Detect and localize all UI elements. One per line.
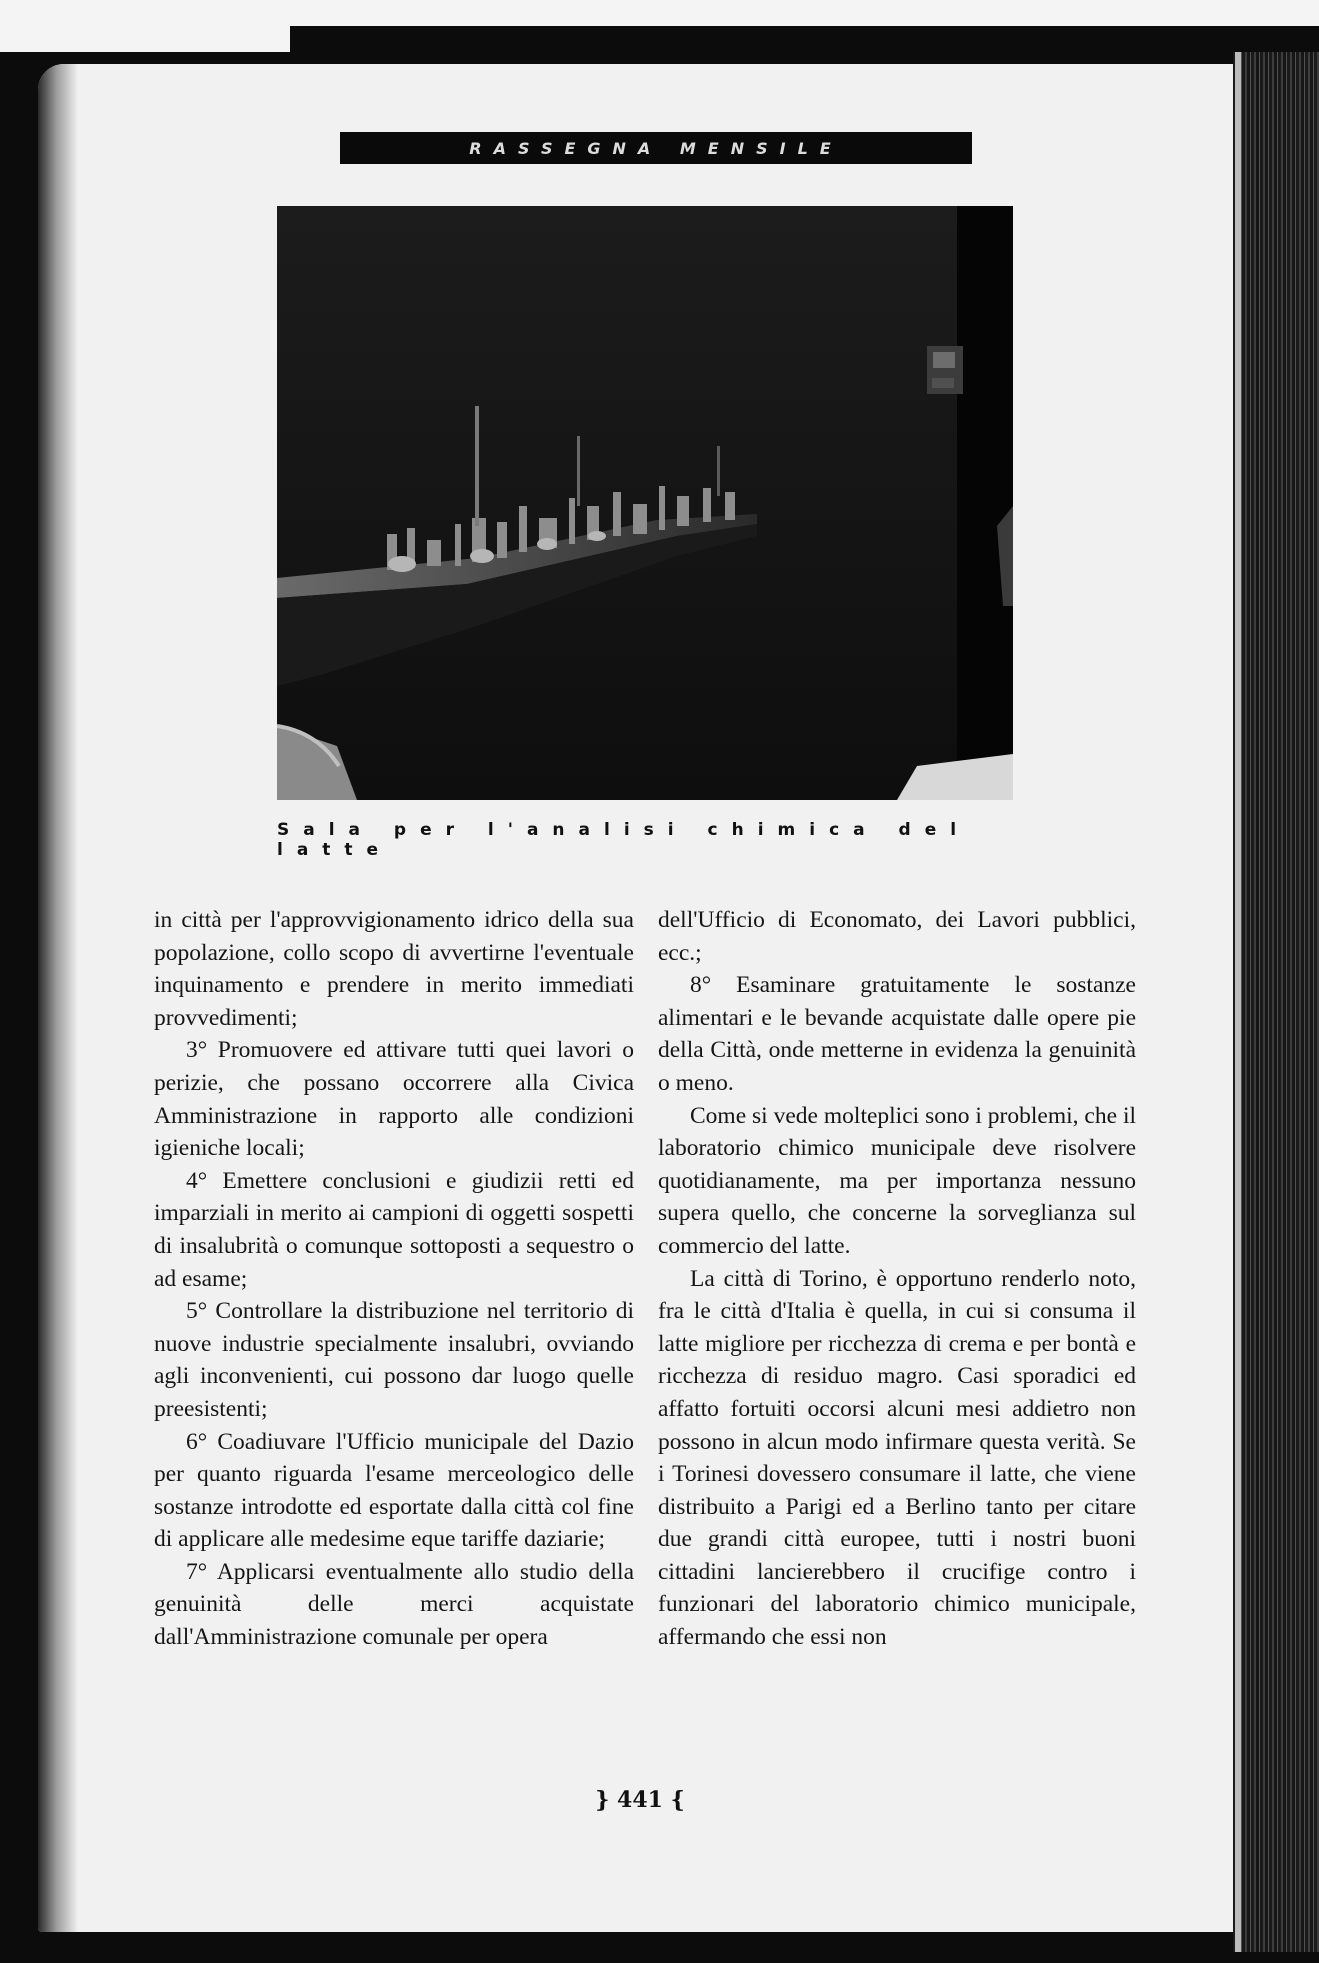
scan-margin-top xyxy=(290,0,1319,26)
paragraph: 4° Emettere conclusioni e giudizii retti ed imparziali in merito ai campioni di oggetti sospetti di insalubrità o comunque sottoposti a sequestro o ad esame; xyxy=(154,1167,634,1292)
paragraph: 8° Esaminare gratuitamente le sostanze alimentari e le bevande acquistate dalle opere pie della Città, onde metterne in evidenza la genuinità o meno. xyxy=(658,972,1136,1096)
book-page-edges xyxy=(1233,52,1319,1952)
scan-margin xyxy=(0,0,290,52)
book-edge-highlight xyxy=(1235,52,1241,1952)
paragraph: dell'Ufficio di Economato, dei Lavori pubblici, ecc.; xyxy=(658,907,1136,966)
running-header-title: RASSEGNA MENSILE xyxy=(469,138,843,158)
laboratory-photo-image xyxy=(277,206,1013,800)
paragraph: 5° Controllare la distribuzione nel territorio di nuove industrie specialmente insalubri, ovviando agli inconvenienti, cui possono dar luogo quelle preesistenti; xyxy=(154,1298,634,1422)
page-gutter-shadow xyxy=(38,64,78,1932)
running-header xyxy=(340,132,972,164)
paragraph: 7° Applicarsi eventualmente allo studio della genuinità delle merci acquistate dall'Amministrazione comunale per opera xyxy=(154,1558,634,1651)
figure-caption: Sala per l'analisi chimica del latte xyxy=(277,820,971,860)
paragraph: in città per l'approvvigionamento idrico della sua popolazione, collo scopo di avvertirne l'eventuale inquinamento e prendere in merito immediati provvedimenti; xyxy=(154,907,634,1031)
left-column xyxy=(154,904,634,1654)
paragraph: Come si vede molteplici sono i problemi, che il laboratorio chimico municipale deve risolvere quotidianamente, ma per importanza nessuno supera quello, che concerne la sorveglianza sul commercio del latte. xyxy=(658,1102,1136,1259)
paragraph: La città di Torino, è opportuno renderlo noto, fra le città d'Italia è quella, in cui si consuma il latte migliore per ricchezza di crema e per bontà e ricchezza di residuo magro. Casi sporadici ed affatto fortuiti occorsi alcuni mesi addietro non possono in alcun modo infirmare questa verità. Se i Torinesi dovessero consumare il latte, che viene distribuito a Parigi ed a Berlino tanto per citare due grandi città europee, tutti i nostri buoni cittadini lancierebbero il crucifige contro i funzionari del laboratorio chimico municipale, affermando che essi non xyxy=(658,1265,1136,1651)
paragraph: 3° Promuovere ed attivare tutti quei lavori o perizie, che possano occorrere alla Civica Amministrazione in rapporto alle condizioni igieniche locali; xyxy=(154,1037,634,1162)
right-column xyxy=(658,904,1136,1654)
page-number: } 441 { xyxy=(595,1787,685,1813)
laboratory-photo xyxy=(277,206,1013,800)
paragraph: 6° Coadiuvare l'Ufficio municipale del Dazio per quanto riguarda l'esame merceologico delle sostanze introdotte ed esportate dalla città col fine di applicare alle medesime eque tariffe daziarie; xyxy=(154,1428,634,1553)
